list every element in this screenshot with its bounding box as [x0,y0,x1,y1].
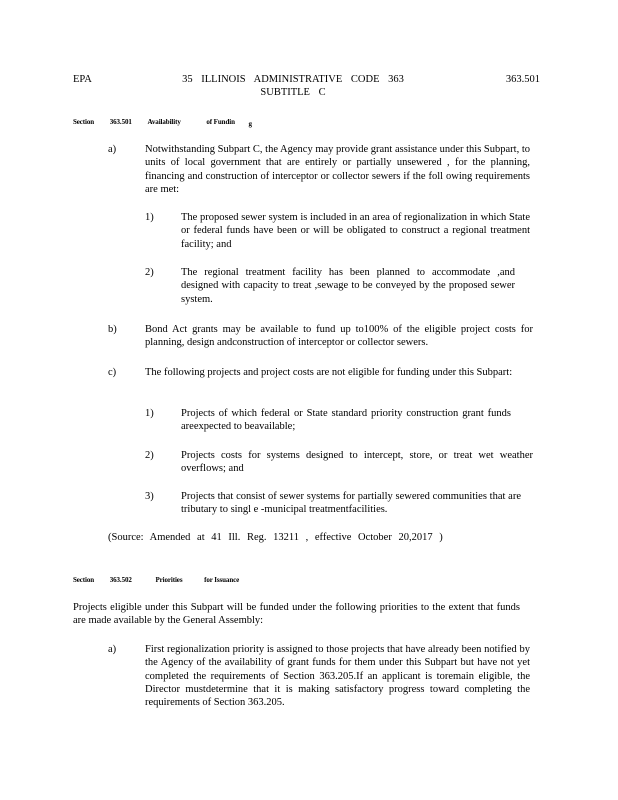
section-501-heading [73,118,252,126]
item-c-text: The following projects and project costs are not eligible for funding under this Subpart: [145,367,513,378]
item-b-marker: b) [108,324,117,335]
item-502a-marker: a) [108,644,117,655]
item-c1-text: Projects of which federal or State standard priority construction grant funds areexpected to beavailable; [181,408,511,433]
header-section-number: 363.501 [505,74,540,85]
section-502-intro: Projects eligible under this Subpart will be funded under the following priorities to the extent that funds are made available by the General Assembly: [73,602,520,627]
source-note: (Source: Amended at 41 Ill. Reg. 13211 , effective October 20,2017 ) [108,532,443,543]
item-a2-marker: 2) [145,267,154,278]
item-b-text: Bond Act grants may be available to fund up to100% of the eligible project costs for planning, design andconstruction of interceptor or collector sewers. [145,324,533,349]
header-title-line1: 35 ILLINOIS ADMINISTRATIVE CODE 363 [182,74,404,85]
section-502-label: Section [73,576,95,584]
section-501-number: 363.501 [109,118,132,126]
item-c3-marker: 3) [145,491,154,502]
page-header [73,73,540,103]
item-a2-text: The regional treatment facility has been planned to accommodate ,and designed with capacity to treat ,sewage to be conveyed by the proposed sewer system. [181,267,515,305]
section-501-label: Section [73,118,95,126]
section-501-title-part2: of Fundin [206,118,235,126]
header-title-line2: SUBTITLE C [260,87,326,98]
item-a1-marker: 1) [145,212,154,223]
header-agency: EPA [73,74,92,85]
item-a1-text: The proposed sewer system is included in an area of regionalization in which State or federal funds have been or will be obligated to construct a regional treatment facility; and [181,212,530,250]
section-501-title-part3: g [248,120,252,128]
item-c2-text: Projects costs for systems designed to intercept, store, or treat wet weather overflows; and [181,450,533,475]
section-502-heading [73,576,239,584]
section-502-number: 363.502 [109,576,132,584]
item-c3-text: Projects that consist of sewer systems for partially sewered communities that are tributary to singl e -municipal treatmentfacilities. [181,491,521,516]
section-501-title-part1: Availability [147,118,181,126]
section-502-title-part2: for Issuance [204,576,240,584]
item-c1-marker: 1) [145,408,154,419]
section-502-title-part1: Priorities [155,576,183,584]
item-502a-text: First regionalization priority is assigned to those projects that have already been notified by the Agency of the availability of grant funds for them under this Subpart but have not yet completed the requirements of Section 363.205.If an applicant is toremain eligible, the Director mustdetermine that it is making satisfactory progress toward completing the requirements of Section 363.205. [145,644,530,709]
header-title [173,73,413,99]
item-c-marker: c) [108,367,117,378]
item-a-text: Notwithstanding Subpart C, the Agency may provide grant assistance under this Subpart, to units of local government that are entirely or partially unsewered , for the planning, financing and construction of interceptor or collector sewers if the foll owing requirements are met: [145,144,530,195]
item-c2-marker: 2) [145,450,154,461]
item-a-marker: a) [108,144,117,155]
